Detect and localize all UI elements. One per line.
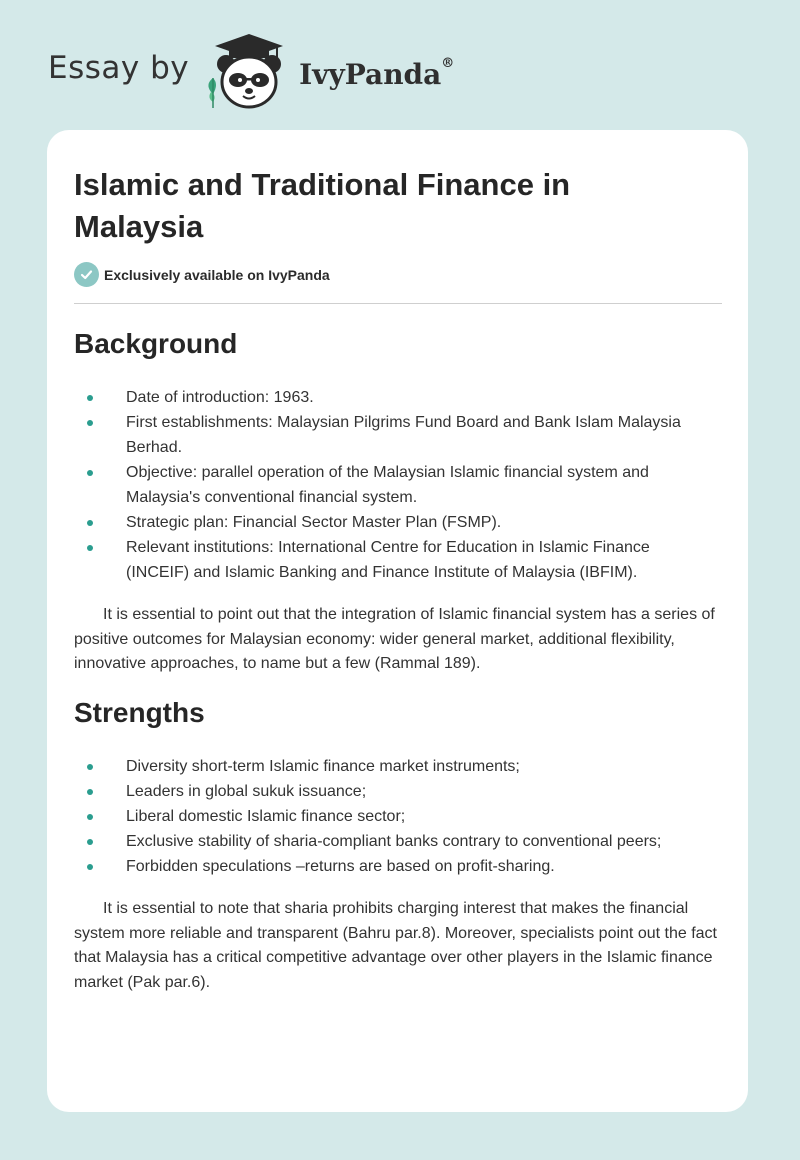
list-item: Liberal domestic Islamic finance sector; <box>74 804 714 829</box>
strengths-paragraph: It is essential to note that sharia prohibits charging interest that makes the financial system more reliable and transparent (Bahru par.8). Moreover, specialists point out the fact that Malaysia has a critical competitive advantage over other players in the Islamic finance market (Pak par.6). <box>74 900 717 991</box>
logo-wordmark[interactable] <box>299 58 454 91</box>
title-divider <box>74 303 722 304</box>
list-item: Relevant institutions: International Centre for Education in Islamic Finance (INCEIF) and Islamic Banking and Finance Institute of Malaysia (IBFIM). <box>74 535 714 585</box>
logo-name-text: IvyPanda <box>299 57 442 91</box>
list-item: Exclusive stability of sharia-compliant banks contrary to conventional peers; <box>74 829 714 854</box>
list-item: Diversity short-term Islamic finance market instruments; <box>74 754 714 779</box>
page-title: Islamic and Traditional Finance in Malaysia <box>74 167 571 244</box>
exclusive-badge <box>74 262 330 287</box>
strengths-list <box>74 754 714 879</box>
list-item: Objective: parallel operation of the Malaysian Islamic financial system and Malaysia's conventional financial system. <box>74 460 714 510</box>
background-paragraph: It is essential to point out that the integration of Islamic financial system has a series of positive outcomes for Malaysian economy: wider general market, additional flexibility, innovative approaches, to name but a few (Rammal 189). <box>74 606 715 672</box>
background-list <box>74 385 714 585</box>
list-item: First establishments: Malaysian Pilgrims Fund Board and Bank Islam Malaysia Berhad. <box>74 410 714 460</box>
list-item: Leaders in global sukuk issuance; <box>74 779 714 804</box>
list-item: Forbidden speculations –returns are based on profit-sharing. <box>74 854 714 879</box>
essay-card <box>47 130 748 1112</box>
exclusive-badge-text: Exclusively available on IvyPanda <box>104 266 330 283</box>
essay-by-label: Essay by <box>48 50 190 86</box>
list-item: Strategic plan: Financial Sector Master Plan (FSMP). <box>74 510 714 535</box>
ivypanda-logo-icon[interactable] <box>201 32 297 112</box>
check-icon <box>74 262 99 287</box>
section-heading-background: Background <box>74 328 238 359</box>
site-header <box>48 32 454 112</box>
list-item: Date of introduction: 1963. <box>74 385 714 410</box>
section-heading-strengths: Strengths <box>74 697 205 728</box>
registered-mark: ® <box>441 56 455 72</box>
